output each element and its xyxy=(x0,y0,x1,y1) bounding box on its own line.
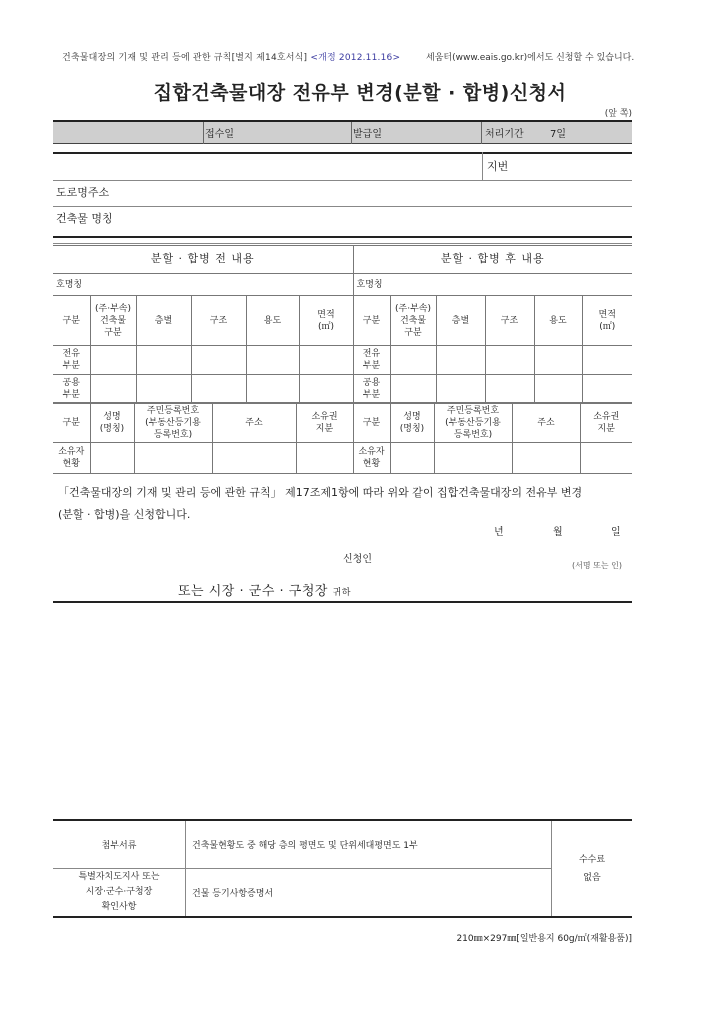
check-value-cell xyxy=(186,869,552,917)
addressee xyxy=(178,580,351,599)
owner-col-category xyxy=(353,403,390,443)
row-rule xyxy=(53,243,632,244)
input-cell[interactable] xyxy=(90,346,136,375)
owner-col-text: 구분 xyxy=(362,417,381,428)
col-main-sub-text: (주·부속) xyxy=(395,303,431,314)
col-area xyxy=(582,296,632,346)
col-structure-text: 구조 xyxy=(209,315,228,326)
col-usage xyxy=(534,296,582,346)
owner-col-text: (부동산등기용 xyxy=(145,417,201,428)
docs-value-cell xyxy=(186,821,552,869)
input-cell[interactable] xyxy=(246,375,299,404)
paper-spec: 210㎜×297㎜[일반용지 60g/㎡(재활용품)] xyxy=(456,934,632,944)
input-cell[interactable] xyxy=(534,375,582,404)
check-label: 확인사항 xyxy=(101,902,137,912)
divider xyxy=(482,152,483,180)
year-label: 년 xyxy=(494,527,504,538)
thick-rule xyxy=(53,601,632,603)
input-cell[interactable] xyxy=(299,346,353,375)
signature-seal-label: (서명 또는 인) xyxy=(572,561,622,570)
owner-col-regno xyxy=(434,403,512,443)
col-floor-text: 층별 xyxy=(154,315,173,326)
owner-status-text: 소유자 xyxy=(358,447,385,457)
input-cell[interactable] xyxy=(436,346,485,375)
col-main-sub-text: 구분 xyxy=(104,327,122,338)
change-details-table xyxy=(53,245,632,404)
fee-cell xyxy=(552,821,633,917)
col-area-text: 면적 xyxy=(598,309,616,320)
divider xyxy=(203,122,204,144)
owner-table xyxy=(53,402,632,474)
before-heading: 분할 · 합병 전 내용 xyxy=(150,252,255,265)
thick-rule xyxy=(53,236,632,238)
online-note: 세움터(www.eais.go.kr)에서도 신청할 수 있습니다. xyxy=(426,53,635,63)
form-title: 집합건축물대장 전유부 변경(분할 · 합병)신청서 xyxy=(153,82,567,104)
before-unit-name-cell xyxy=(53,274,353,296)
row-label-text: 전유 xyxy=(62,349,80,359)
input-cell[interactable] xyxy=(136,346,191,375)
input-cell[interactable] xyxy=(580,443,632,474)
col-structure xyxy=(191,296,246,346)
owner-col-text: 등록번호) xyxy=(153,429,193,440)
owner-col-text: 지분 xyxy=(597,423,615,434)
input-cell[interactable] xyxy=(582,375,632,404)
col-main-sub-text: 건축물 xyxy=(399,315,427,326)
owner-status-label xyxy=(53,443,90,474)
owner-status-text: 현황 xyxy=(62,459,80,469)
input-cell[interactable] xyxy=(212,443,296,474)
owner-col-text: 성명 xyxy=(403,411,421,422)
lot-number-label: 지번 xyxy=(487,160,509,173)
thick-rule xyxy=(53,819,632,821)
input-cell[interactable] xyxy=(434,443,512,474)
owner-col-address xyxy=(512,403,580,443)
input-cell[interactable] xyxy=(246,346,299,375)
input-cell[interactable] xyxy=(296,443,353,474)
input-cell[interactable] xyxy=(134,443,212,474)
owner-col-text: 주소 xyxy=(537,417,555,428)
owner-col-regno xyxy=(134,403,212,443)
input-cell[interactable] xyxy=(512,443,580,474)
honorific-text: 귀하 xyxy=(332,588,351,598)
input-cell[interactable] xyxy=(485,375,534,404)
col-area xyxy=(299,296,353,346)
owner-col-text: 성명 xyxy=(103,411,121,422)
input-cell[interactable] xyxy=(390,375,436,404)
col-main-sub-text: 건축물 xyxy=(99,315,127,326)
row-exclusive-label xyxy=(353,346,390,375)
received-date-label: 접수일 xyxy=(205,129,234,140)
owner-col-text: 지분 xyxy=(315,423,334,434)
col-area-unit: (㎡) xyxy=(599,321,616,332)
input-cell[interactable] xyxy=(191,346,246,375)
month-label: 월 xyxy=(553,527,563,538)
row-label-text: 부분 xyxy=(62,361,80,371)
owner-col-text: 주민등록번호 xyxy=(446,405,500,416)
owner-col-text: 소유권 xyxy=(311,411,338,422)
applicant-label: 신청인 xyxy=(343,554,372,565)
owner-status-label xyxy=(353,443,390,474)
owner-col-name xyxy=(390,403,434,443)
input-cell[interactable] xyxy=(390,443,434,474)
owner-col-category xyxy=(53,403,90,443)
row-label-text: 부분 xyxy=(362,361,381,371)
input-cell[interactable] xyxy=(136,375,191,404)
col-structure-text: 구조 xyxy=(500,315,519,326)
check-value: 건물 등기사항증명서 xyxy=(192,889,274,899)
table-row xyxy=(53,346,632,375)
owner-col-text: (명칭) xyxy=(399,423,425,434)
input-cell[interactable] xyxy=(90,443,134,474)
divider xyxy=(351,122,352,144)
input-cell[interactable] xyxy=(436,375,485,404)
col-usage xyxy=(246,296,299,346)
addressee-text: 또는 시장 · 군수 · 구청장 xyxy=(178,584,328,599)
check-label: 시장·군수·구청장 xyxy=(85,887,153,897)
input-cell[interactable] xyxy=(299,375,353,404)
declaration-text xyxy=(58,482,638,526)
col-usage-text: 용도 xyxy=(263,315,282,326)
col-category xyxy=(353,296,390,346)
row-label-text: 공용 xyxy=(62,378,80,388)
owner-col-text: (부동산등기용 xyxy=(445,417,501,428)
owner-col-name xyxy=(90,403,134,443)
processing-period-label: 처리기간 xyxy=(485,129,524,140)
divider xyxy=(481,122,482,144)
table-row xyxy=(53,443,632,474)
docs-label-cell xyxy=(53,821,186,869)
check-label-cell xyxy=(53,869,186,917)
row-common-label xyxy=(353,375,390,404)
owner-col-text: (명칭) xyxy=(99,423,125,434)
form-regulation-note xyxy=(62,50,400,63)
input-cell[interactable] xyxy=(534,346,582,375)
col-category xyxy=(53,296,90,346)
processing-period-value: 7일 xyxy=(550,129,567,140)
input-cell[interactable] xyxy=(390,346,436,375)
col-structure xyxy=(485,296,534,346)
check-label: 특별자치도지사 또는 xyxy=(78,872,160,882)
col-category-text: 구분 xyxy=(362,315,381,326)
fee-label: 수수료 xyxy=(578,854,606,865)
col-main-sub-text: (주·부속) xyxy=(95,303,131,314)
owner-col-text: 주민등록번호 xyxy=(146,405,200,416)
input-cell[interactable] xyxy=(90,375,136,404)
input-cell[interactable] xyxy=(191,375,246,404)
owner-col-text: 구분 xyxy=(62,417,80,428)
row-label-text: 부분 xyxy=(362,390,381,400)
before-unit-name-label: 호명칭 xyxy=(56,279,83,290)
row-label-text: 공용 xyxy=(362,378,381,388)
input-cell[interactable] xyxy=(582,346,632,375)
table-row xyxy=(53,375,632,404)
thick-rule xyxy=(53,916,632,918)
docs-label: 첨부서류 xyxy=(101,841,137,851)
issued-date-label: 발급일 xyxy=(353,129,382,140)
row-rule xyxy=(53,206,632,207)
owner-status-text: 소유자 xyxy=(58,447,85,457)
owner-col-text: 소유권 xyxy=(593,411,620,422)
col-floor xyxy=(436,296,485,346)
after-heading: 분할 · 합병 후 내용 xyxy=(440,252,545,265)
day-label: 일 xyxy=(611,527,621,538)
owner-col-share xyxy=(580,403,632,443)
processing-bar xyxy=(53,120,632,144)
building-name-label: 건축물 명칭 xyxy=(56,212,113,225)
after-unit-name-label: 호명칭 xyxy=(356,279,383,290)
col-area-text: 면적 xyxy=(317,309,335,320)
owner-col-share xyxy=(296,403,353,443)
page-side-label: (앞 쪽) xyxy=(604,109,632,119)
col-main-sub-text: 구분 xyxy=(404,327,422,338)
col-floor xyxy=(136,296,191,346)
after-heading-cell xyxy=(353,246,632,274)
input-cell[interactable] xyxy=(485,346,534,375)
attachments-table xyxy=(53,820,632,917)
after-unit-name-cell xyxy=(353,274,632,296)
row-label-text: 전유 xyxy=(362,349,381,359)
owner-status-text: 현황 xyxy=(362,459,381,469)
regulation-text: 건축물대장의 기재 및 관리 등에 관한 규칙[별지 제14호서식] xyxy=(62,53,308,63)
col-main-sub xyxy=(90,296,136,346)
col-category-text: 구분 xyxy=(62,315,80,326)
owner-col-text: 주소 xyxy=(245,417,263,428)
fee-value: 없음 xyxy=(583,872,601,883)
docs-value: 건축물현황도 중 해당 층의 평면도 및 단위세대평면도 1부 xyxy=(192,841,418,851)
declaration-line: (분할 · 합병)을 신청합니다. xyxy=(58,508,191,521)
col-floor-text: 층별 xyxy=(451,315,470,326)
road-address-label: 도로명주소 xyxy=(56,186,110,199)
col-usage-text: 용도 xyxy=(549,315,567,326)
row-exclusive-label xyxy=(53,346,90,375)
revision-text: <개정 2012.11.16> xyxy=(310,53,401,63)
col-main-sub xyxy=(390,296,436,346)
thick-rule xyxy=(53,152,632,154)
row-label-text: 부분 xyxy=(62,390,80,400)
declaration-line: 「건축물대장의 기재 및 관리 등에 관한 규칙」 제17조제1항에 따라 위와 같이 집합건축물대장의 전유부 변경 xyxy=(58,486,583,499)
before-heading-cell xyxy=(53,246,353,274)
row-rule xyxy=(53,180,632,181)
row-common-label xyxy=(53,375,90,404)
owner-col-text: 등록번호) xyxy=(453,429,493,440)
col-area-unit: (㎡) xyxy=(317,321,335,332)
owner-col-address xyxy=(212,403,296,443)
